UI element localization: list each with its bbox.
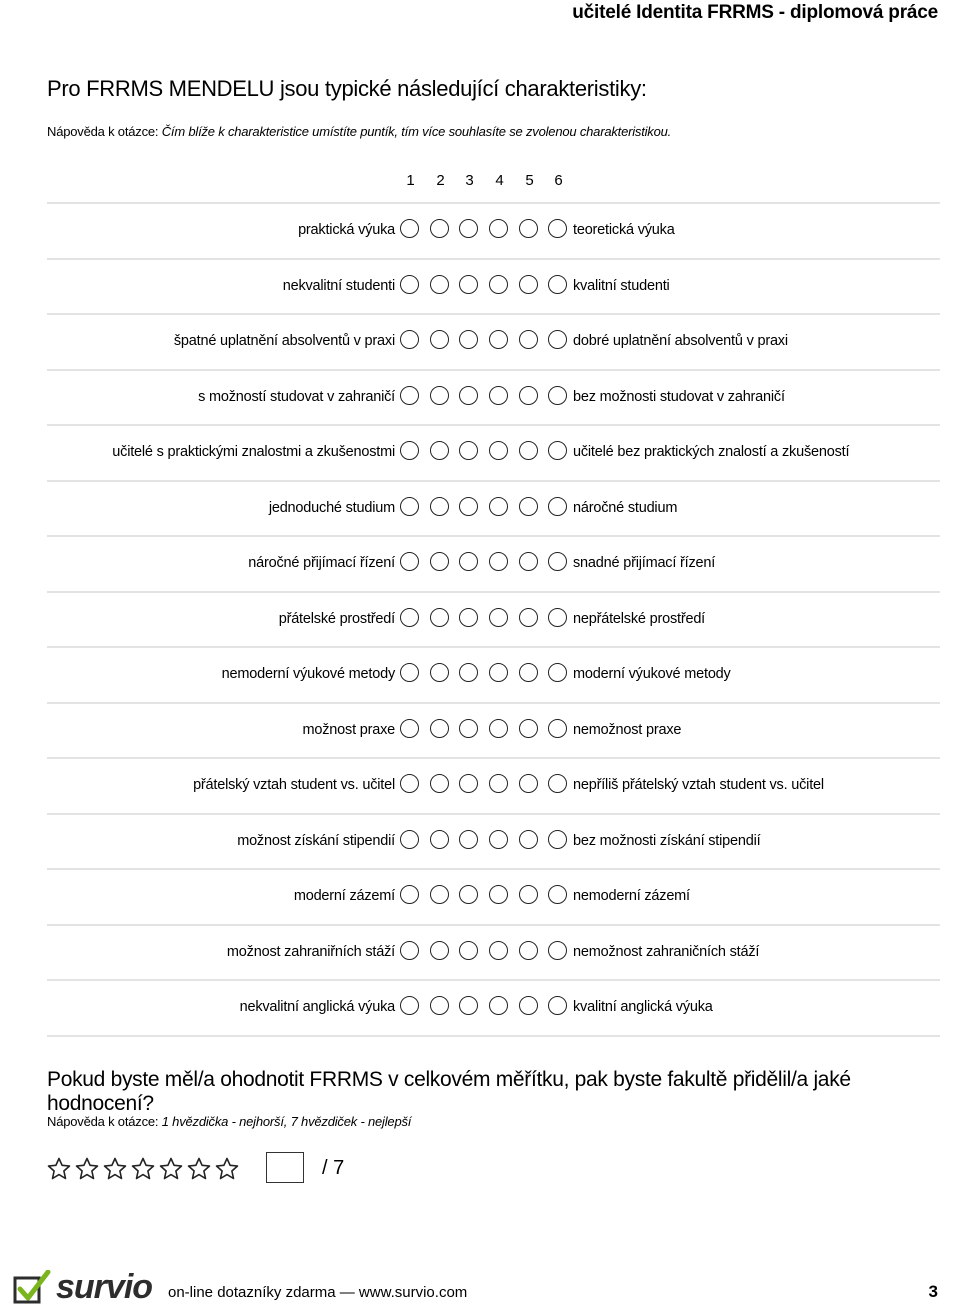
- radio-option-3[interactable]: [459, 552, 478, 571]
- radio-option-5[interactable]: [519, 885, 538, 904]
- radio-option-1[interactable]: [400, 941, 419, 960]
- differential-row: [0, 437, 960, 467]
- radio-option-1[interactable]: [400, 996, 419, 1015]
- left-label: možnost zahraniřních stáží: [226, 943, 395, 960]
- differential-row: [0, 715, 960, 745]
- right-label: bez možnosti studovat v zahraničí: [573, 388, 785, 405]
- left-label: možnost praxe: [302, 721, 395, 738]
- radio-option-2[interactable]: [430, 441, 449, 460]
- radio-option-6[interactable]: [548, 608, 567, 627]
- radio-option-6[interactable]: [548, 830, 567, 849]
- left-label: nemoderní výukové metody: [221, 666, 395, 682]
- right-label: náročné studium: [573, 499, 678, 516]
- radio-option-6[interactable]: [548, 996, 567, 1015]
- right-label: bez možnosti získání stipendií: [573, 832, 761, 849]
- radio-option-2[interactable]: [430, 608, 449, 627]
- radio-option-5[interactable]: [519, 941, 538, 960]
- radio-option-6[interactable]: [548, 941, 567, 960]
- radio-option-2[interactable]: [430, 774, 449, 793]
- survio-logo: [12, 1268, 153, 1306]
- scale-number: 3: [465, 172, 474, 189]
- left-label: učitelé s praktickými znalostmi a zkušenostmi: [112, 444, 395, 460]
- help-prefix: Nápověda k otázce:: [47, 1114, 162, 1129]
- radio-option-2[interactable]: [430, 219, 449, 238]
- radio-option-5[interactable]: [519, 330, 538, 349]
- left-label: nekvalitní anglická výuka: [239, 999, 395, 1015]
- star-icon[interactable]: [131, 1156, 155, 1182]
- radio-option-1[interactable]: [400, 497, 419, 516]
- radio-option-4[interactable]: [489, 275, 508, 294]
- radio-option-2[interactable]: [430, 719, 449, 738]
- radio-option-1[interactable]: [400, 719, 419, 738]
- footer-text: on-line dotazníky zdarma — www.survio.com: [168, 1284, 468, 1301]
- left-label: jednoduché studium: [268, 499, 395, 516]
- radio-option-5[interactable]: [519, 219, 538, 238]
- radio-option-5[interactable]: [519, 774, 538, 793]
- radio-option-3[interactable]: [459, 497, 478, 516]
- radio-option-5[interactable]: [519, 275, 538, 294]
- radio-option-3[interactable]: [459, 885, 478, 904]
- radio-option-3[interactable]: [459, 219, 478, 238]
- left-label: s možností studovat v zahraničí: [198, 388, 395, 405]
- differential-row: [0, 604, 960, 634]
- check-icon: [12, 1270, 52, 1305]
- right-label: kvalitní studenti: [573, 277, 670, 294]
- differential-row: [0, 271, 960, 301]
- radio-option-6[interactable]: [548, 386, 567, 405]
- radio-option-3[interactable]: [459, 996, 478, 1015]
- left-label: moderní zázemí: [293, 888, 395, 904]
- radio-option-4[interactable]: [489, 996, 508, 1015]
- right-label: nepřátelské prostředí: [573, 610, 706, 627]
- radio-option-2[interactable]: [430, 996, 449, 1015]
- radio-option-4[interactable]: [489, 830, 508, 849]
- radio-option-4[interactable]: [489, 719, 508, 738]
- radio-option-5[interactable]: [519, 497, 538, 516]
- star-icon[interactable]: [75, 1156, 99, 1182]
- scale-number: 5: [525, 172, 534, 189]
- question-2-help: [47, 1114, 411, 1129]
- radio-option-1[interactable]: [400, 275, 419, 294]
- radio-option-4[interactable]: [489, 774, 508, 793]
- radio-option-6[interactable]: [548, 774, 567, 793]
- radio-option-4[interactable]: [489, 386, 508, 405]
- radio-option-1[interactable]: [400, 386, 419, 405]
- differential-row: [0, 215, 960, 245]
- divider: [47, 868, 940, 870]
- scale-number: 4: [495, 172, 504, 189]
- radio-option-6[interactable]: [548, 330, 567, 349]
- radio-option-1[interactable]: [400, 608, 419, 627]
- radio-option-6[interactable]: [548, 275, 567, 294]
- divider: [47, 757, 940, 759]
- right-label: nemoderní zázemí: [573, 888, 690, 904]
- left-label: přátelské prostředí: [278, 610, 395, 627]
- radio-option-4[interactable]: [489, 497, 508, 516]
- radio-option-1[interactable]: [400, 219, 419, 238]
- scale-number: 6: [554, 172, 563, 189]
- radio-option-5[interactable]: [519, 830, 538, 849]
- divider: [47, 702, 940, 704]
- star-icon[interactable]: [159, 1156, 183, 1182]
- radio-option-5[interactable]: [519, 608, 538, 627]
- footer: [0, 1270, 960, 1305]
- question-1-help: [47, 124, 671, 139]
- scale-number: 2: [436, 172, 445, 189]
- radio-option-3[interactable]: [459, 608, 478, 627]
- radio-option-3[interactable]: [459, 275, 478, 294]
- star-icon[interactable]: [47, 1156, 71, 1182]
- radio-option-6[interactable]: [548, 719, 567, 738]
- differential-row: [0, 548, 960, 578]
- page-number: 3: [928, 1282, 938, 1301]
- radio-option-4[interactable]: [489, 608, 508, 627]
- differential-row: [0, 937, 960, 967]
- radio-option-5[interactable]: [519, 552, 538, 571]
- radio-option-4[interactable]: [489, 219, 508, 238]
- right-label: moderní výukové metody: [573, 666, 731, 682]
- help-text: 1 hvězdička - nejhorší, 7 hvězdiček - nejlepší: [161, 1114, 412, 1129]
- divider: [47, 535, 940, 537]
- radio-option-5[interactable]: [519, 996, 538, 1015]
- radio-option-2[interactable]: [430, 663, 449, 682]
- divider: [47, 313, 940, 315]
- radio-option-1[interactable]: [400, 552, 419, 571]
- radio-option-5[interactable]: [519, 663, 538, 682]
- left-label: možnost získání stipendií: [237, 832, 395, 849]
- left-label: praktická výuka: [298, 222, 395, 238]
- radio-option-2[interactable]: [430, 552, 449, 571]
- differential-row: [0, 326, 960, 356]
- document-header: učitelé Identita FRRMS - diplomová práce: [572, 2, 938, 23]
- differential-row: [0, 992, 960, 1022]
- radio-option-3[interactable]: [459, 663, 478, 682]
- scale-number: 1: [406, 172, 415, 189]
- radio-option-6[interactable]: [548, 441, 567, 460]
- question-2-title: Pokud byste měl/a ohodnotit FRRMS v celkovém měřítku, pak byste fakultě přidělil/a jaké hodnocení?: [47, 1068, 851, 1115]
- radio-option-3[interactable]: [459, 386, 478, 405]
- radio-option-3[interactable]: [459, 719, 478, 738]
- radio-option-4[interactable]: [489, 441, 508, 460]
- radio-option-6[interactable]: [548, 663, 567, 682]
- divider: [47, 202, 940, 204]
- divider: [47, 924, 940, 926]
- radio-option-5[interactable]: [519, 386, 538, 405]
- logo-wordmark: survio: [56, 1268, 153, 1306]
- scale-header: [398, 172, 570, 192]
- star-icon[interactable]: [215, 1156, 239, 1182]
- radio-option-2[interactable]: [430, 386, 449, 405]
- radio-option-6[interactable]: [548, 219, 567, 238]
- radio-option-6[interactable]: [548, 497, 567, 516]
- divider: [47, 813, 940, 815]
- divider: [47, 369, 940, 371]
- radio-option-3[interactable]: [459, 830, 478, 849]
- divider: [47, 258, 940, 260]
- left-label: špatné uplatnění absolventů v praxi: [173, 333, 395, 349]
- radio-option-5[interactable]: [519, 719, 538, 738]
- divider: [47, 979, 940, 981]
- radio-option-4[interactable]: [489, 941, 508, 960]
- radio-option-3[interactable]: [459, 774, 478, 793]
- radio-option-4[interactable]: [489, 552, 508, 571]
- question-1-title: Pro FRRMS MENDELU jsou typické následující charakteristiky:: [47, 76, 647, 101]
- radio-option-3[interactable]: [459, 441, 478, 460]
- divider: [47, 646, 940, 648]
- rating-input-box[interactable]: [266, 1152, 304, 1183]
- differential-row: [0, 493, 960, 523]
- help-text: Čím blíže k charakteristice umístíte puntík, tím více souhlasíte se zvolenou charakteristikou.: [161, 124, 672, 139]
- radio-option-1[interactable]: [400, 663, 419, 682]
- right-label: nemožnost zahraničních stáží: [573, 943, 760, 960]
- radio-option-4[interactable]: [489, 885, 508, 904]
- rating-out-of: / 7: [322, 1157, 345, 1179]
- divider: [47, 1035, 940, 1037]
- right-label: nepříliš přátelský vztah student vs. učitel: [573, 777, 824, 793]
- right-label: učitelé bez praktických znalostí a zkušeností: [573, 444, 850, 460]
- radio-option-2[interactable]: [430, 330, 449, 349]
- radio-option-1[interactable]: [400, 830, 419, 849]
- star-icon[interactable]: [187, 1156, 211, 1182]
- radio-option-5[interactable]: [519, 441, 538, 460]
- star-icon[interactable]: [103, 1156, 127, 1182]
- right-label: kvalitní anglická výuka: [573, 999, 713, 1015]
- radio-option-2[interactable]: [430, 275, 449, 294]
- help-prefix: Nápověda k otázce:: [47, 124, 162, 139]
- radio-option-1[interactable]: [400, 774, 419, 793]
- left-label: nekvalitní studenti: [282, 277, 395, 294]
- radio-option-1[interactable]: [400, 330, 419, 349]
- right-label: teoretická výuka: [573, 222, 675, 238]
- divider: [47, 424, 940, 426]
- radio-option-1[interactable]: [400, 885, 419, 904]
- radio-option-3[interactable]: [459, 330, 478, 349]
- radio-option-1[interactable]: [400, 441, 419, 460]
- radio-option-6[interactable]: [548, 885, 567, 904]
- radio-option-2[interactable]: [430, 830, 449, 849]
- left-label: náročné přijímací řízení: [248, 555, 395, 571]
- right-label: nemožnost praxe: [573, 721, 682, 738]
- radio-option-3[interactable]: [459, 941, 478, 960]
- radio-option-6[interactable]: [548, 552, 567, 571]
- divider: [47, 591, 940, 593]
- radio-option-2[interactable]: [430, 941, 449, 960]
- right-label: snadné přijímací řízení: [573, 555, 716, 571]
- differential-row: [0, 770, 960, 800]
- radio-option-2[interactable]: [430, 885, 449, 904]
- radio-option-4[interactable]: [489, 330, 508, 349]
- differential-row: [0, 659, 960, 689]
- radio-option-4[interactable]: [489, 663, 508, 682]
- differential-row: [0, 382, 960, 412]
- star-rating: [47, 1156, 243, 1184]
- differential-row: [0, 881, 960, 911]
- radio-option-2[interactable]: [430, 497, 449, 516]
- divider: [47, 480, 940, 482]
- differential-row: [0, 826, 960, 856]
- left-label: přátelský vztah student vs. učitel: [193, 777, 395, 793]
- right-label: dobré uplatnění absolventů v praxi: [573, 333, 788, 349]
